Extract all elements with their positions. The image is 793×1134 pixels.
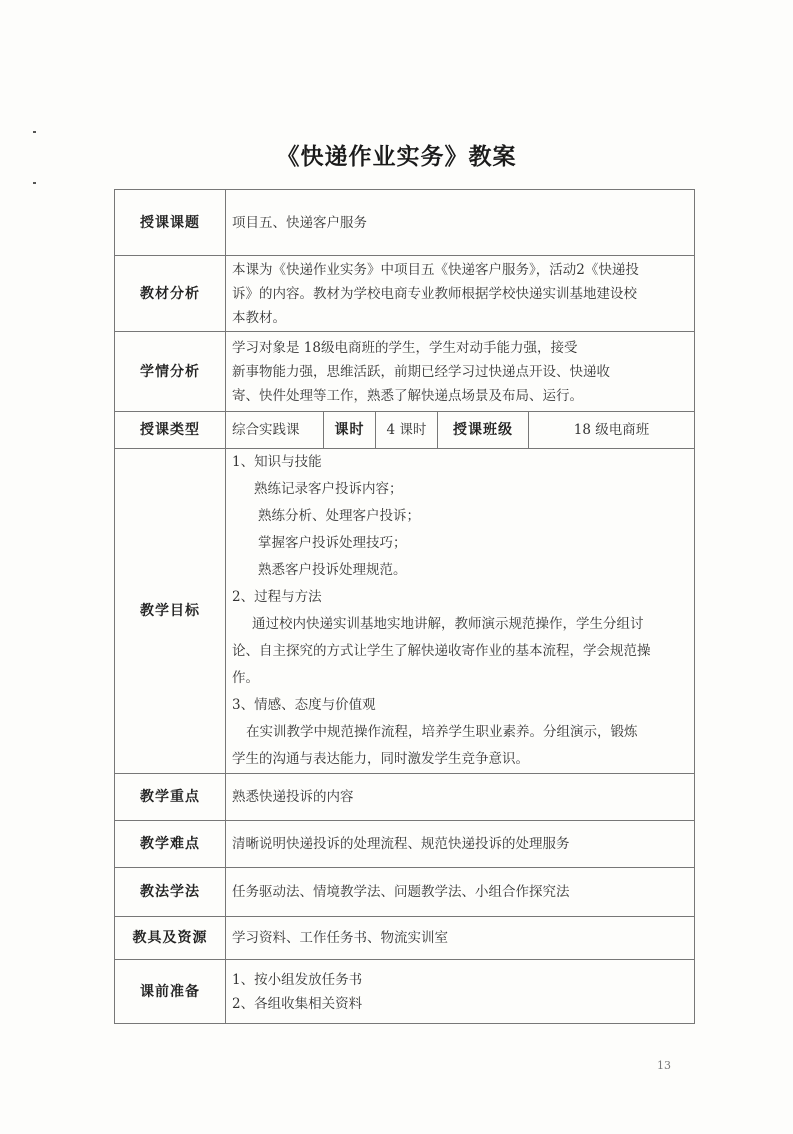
lesson-plan-table — [114, 189, 695, 1024]
value-students — [226, 332, 695, 412]
page-number: 13 — [657, 1059, 671, 1072]
value-methods: 任务驱动法、情境教学法、问题教学法、小组合作探究法 — [226, 868, 695, 917]
goal-text: 学生的沟通与表达能力，同时激发学生竞争意识。 — [232, 751, 529, 767]
label-key-point: 教学重点 — [115, 774, 226, 821]
row-type — [115, 412, 695, 449]
goal-item: 熟练分析、处理客户投诉； — [258, 508, 420, 524]
label-prep: 课前准备 — [115, 960, 226, 1024]
text-line: 学习对象是 18级电商班的学生，学生对动手能力强，接受 — [232, 339, 578, 356]
goal-heading: 1、知识与技能 — [232, 454, 322, 470]
label-type: 授课类型 — [115, 412, 226, 449]
row-resources — [115, 917, 695, 960]
text-line: 新事物能力强，思维活跃，前期已经学习过快递点开设、快递收 — [232, 363, 610, 380]
value-key-point: 熟悉快递投诉的内容 — [226, 774, 695, 821]
goal-text: 作。 — [232, 670, 259, 686]
label-class: 授课班级 — [438, 412, 529, 449]
margin-mark — [33, 182, 36, 184]
goal-heading: 2、过程与方法 — [232, 589, 322, 605]
value-topic: 项目五、快递客户服务 — [226, 190, 695, 256]
label-students: 学情分析 — [115, 332, 226, 412]
goal-text: 通过校内快递实训基地实地讲解，教师演示规范操作，学生分组讨 — [252, 616, 644, 632]
text-line: 2、各组收集相关资料 — [232, 995, 363, 1012]
value-goals — [226, 449, 695, 774]
margin-mark — [33, 131, 36, 133]
row-students — [115, 332, 695, 412]
label-hours: 课时 — [324, 412, 376, 449]
row-material — [115, 256, 695, 332]
value-resources: 学习资料、工作任务书、物流实训室 — [226, 917, 695, 960]
text-line: 1、按小组发放任务书 — [232, 971, 363, 988]
goal-text: 在实训教学中规范操作流程，培养学生职业素养。分组演示，锻炼 — [246, 724, 638, 740]
value-material — [226, 256, 695, 332]
text-line: 本课为《快递作业实务》中项目五《快递客户服务》，活动2《快递投 — [232, 261, 639, 278]
row-difficulty — [115, 821, 695, 868]
label-material: 教材分析 — [115, 256, 226, 332]
goal-heading: 3、情感、态度与价值观 — [232, 697, 376, 713]
text-line: 诉》的内容。教材为学校电商专业教师根据学校快递实训基地建设校 — [232, 285, 637, 302]
row-goals — [115, 449, 695, 774]
label-difficulty: 教学难点 — [115, 821, 226, 868]
document-title: 《快递作业实务》教案 — [276, 144, 517, 170]
label-topic: 授课课题 — [115, 190, 226, 256]
row-key-point — [115, 774, 695, 821]
value-difficulty: 清晰说明快递投诉的处理流程、规范快递投诉的处理服务 — [226, 821, 695, 868]
row-topic — [115, 190, 695, 256]
label-goals: 教学目标 — [115, 449, 226, 774]
goal-text: 论、自主探究的方式让学生了解快递收寄作业的基本流程，学会规范操 — [232, 643, 651, 659]
goal-item: 掌握客户投诉处理技巧； — [258, 535, 407, 551]
row-methods — [115, 868, 695, 917]
goal-item: 熟练记录客户投诉内容； — [254, 481, 403, 497]
label-methods: 教法学法 — [115, 868, 226, 917]
goal-item: 熟悉客户投诉处理规范。 — [258, 562, 407, 578]
row-prep — [115, 960, 695, 1024]
value-type: 综合实践课 — [226, 412, 324, 449]
text-line: 寄、快件处理等工作，熟悉了解快递点场景及布局、运行。 — [232, 387, 583, 404]
text-line: 本教材。 — [232, 309, 286, 326]
value-prep — [226, 960, 695, 1024]
label-resources: 教具及资源 — [115, 917, 226, 960]
value-class: 18 级电商班 — [529, 412, 695, 449]
value-hours: 4 课时 — [376, 412, 438, 449]
